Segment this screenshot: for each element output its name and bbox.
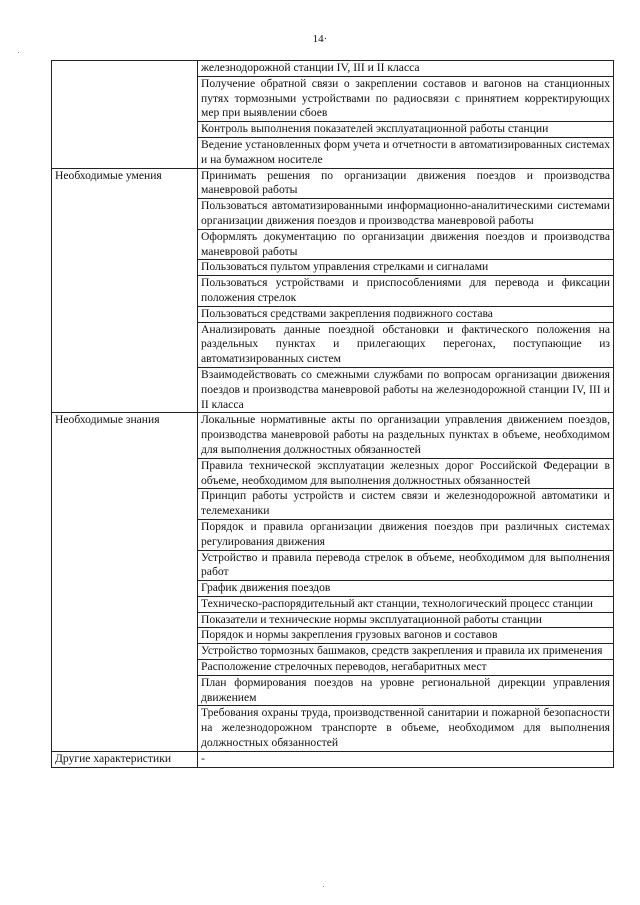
section-item: Пользоваться средствами закрепления подвижного состава: [198, 306, 614, 322]
scan-speck: [323, 886, 324, 887]
section-item: Пользоваться автоматизированными информационно-аналитическими системами организации движения поездов и производства маневровой работы: [198, 199, 614, 230]
table-row: [52, 168, 614, 199]
section-item: Правила технической эксплуатации железных дорог Российской Федерации в объеме, необходимом для выполнения должностных обязанностей: [198, 458, 614, 489]
section-item: План формирования поездов на уровне региональной дирекции управления движением: [198, 675, 614, 706]
section-item: Устройство и правила перевода стрелок в объеме, необходимом для выполнения работ: [198, 550, 614, 581]
section-item: Порядок и правила организации движения поездов при различных системах регулирования движения: [198, 519, 614, 550]
section-item: железнодорожной станции IV, III и II класса: [198, 61, 614, 77]
section-item: Устройство тормозных башмаков, средств закрепления и правила их применения: [198, 644, 614, 660]
section-item: Получение обратной связи о закреплении составов и вагонов на станционных путях тормозными устройствами по радиосвязи с принятием корректирующих мер при выявлении сбоев: [198, 76, 614, 121]
section-item: Пользоваться пультом управления стрелками и сигналами: [198, 260, 614, 276]
section-item: Оформлять документацию по организации движения поездов и производства маневровой работы: [198, 229, 614, 260]
page-number: 14·: [312, 33, 328, 45]
table-row: [52, 751, 614, 767]
characteristics-table: [51, 60, 614, 768]
section-item: Техническо-распорядительный акт станции, технологический процесс станции: [198, 596, 614, 612]
characteristics-table-body: [52, 61, 614, 768]
section-item: Пользоваться устройствами и приспособлениями для перевода и фиксации положения стрелок: [198, 276, 614, 307]
section-item: Принимать решения по организации движения поездов и производства маневровой работы: [198, 168, 614, 199]
section-item: Локальные нормативные акты по организации управления движением поездов, производства маневровой работы на раздельных пунктах в объеме, необходимом для выполнения должностных обязанностей: [198, 413, 614, 458]
section-item: Показатели и технические нормы эксплуатационной работы станции: [198, 612, 614, 628]
section-item: Ведение установленных форм учета и отчетности в автоматизированных системах и на бумажном носителе: [198, 137, 614, 168]
section-label: Необходимые знания: [52, 413, 198, 752]
section-item: Порядок и нормы закрепления грузовых вагонов и составов: [198, 628, 614, 644]
section-item: Взаимодействовать со смежными службами по вопросам организации движения поездов и производства маневровой работы на железнодорожной станции IV, III и II класса: [198, 367, 614, 412]
section-item: График движения поездов: [198, 581, 614, 597]
section-item: -: [198, 751, 614, 767]
scan-speck: [18, 52, 19, 53]
section-label: Необходимые умения: [52, 168, 198, 413]
section-item: Принцип работы устройств и систем связи и железнодорожной автоматики и телемеханики: [198, 489, 614, 520]
section-item: Требования охраны труда, производственной санитарии и пожарной безопасности на железнодорожном транспорте в объеме, необходимом для выполнения должностных обязанностей: [198, 706, 614, 751]
table-row: [52, 413, 614, 458]
section-item: Контроль выполнения показателей эксплуатационной работы станции: [198, 122, 614, 138]
section-label: Другие характеристики: [52, 751, 198, 767]
section-item: Анализировать данные поездной обстановки и фактического положения на раздельных пунктах и прилегающих перегонах, поступающие из автоматизированных систем: [198, 322, 614, 367]
section-label: [52, 61, 198, 169]
section-item: Расположение стрелочных переводов, негабаритных мест: [198, 660, 614, 676]
table-row: [52, 61, 614, 77]
